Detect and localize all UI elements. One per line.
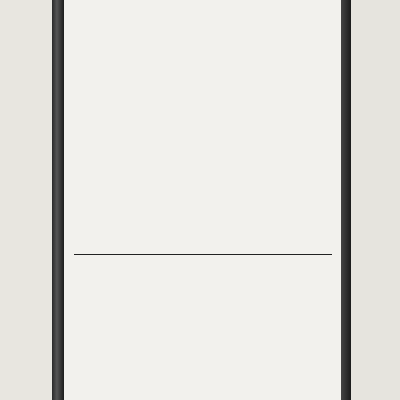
newspaper-column [64, 0, 341, 400]
right-page-fragment [351, 0, 400, 400]
divider [74, 254, 332, 255]
left-page-fragment [0, 0, 52, 400]
page-gutter-right [341, 0, 351, 400]
page-gutter-left [52, 0, 64, 400]
